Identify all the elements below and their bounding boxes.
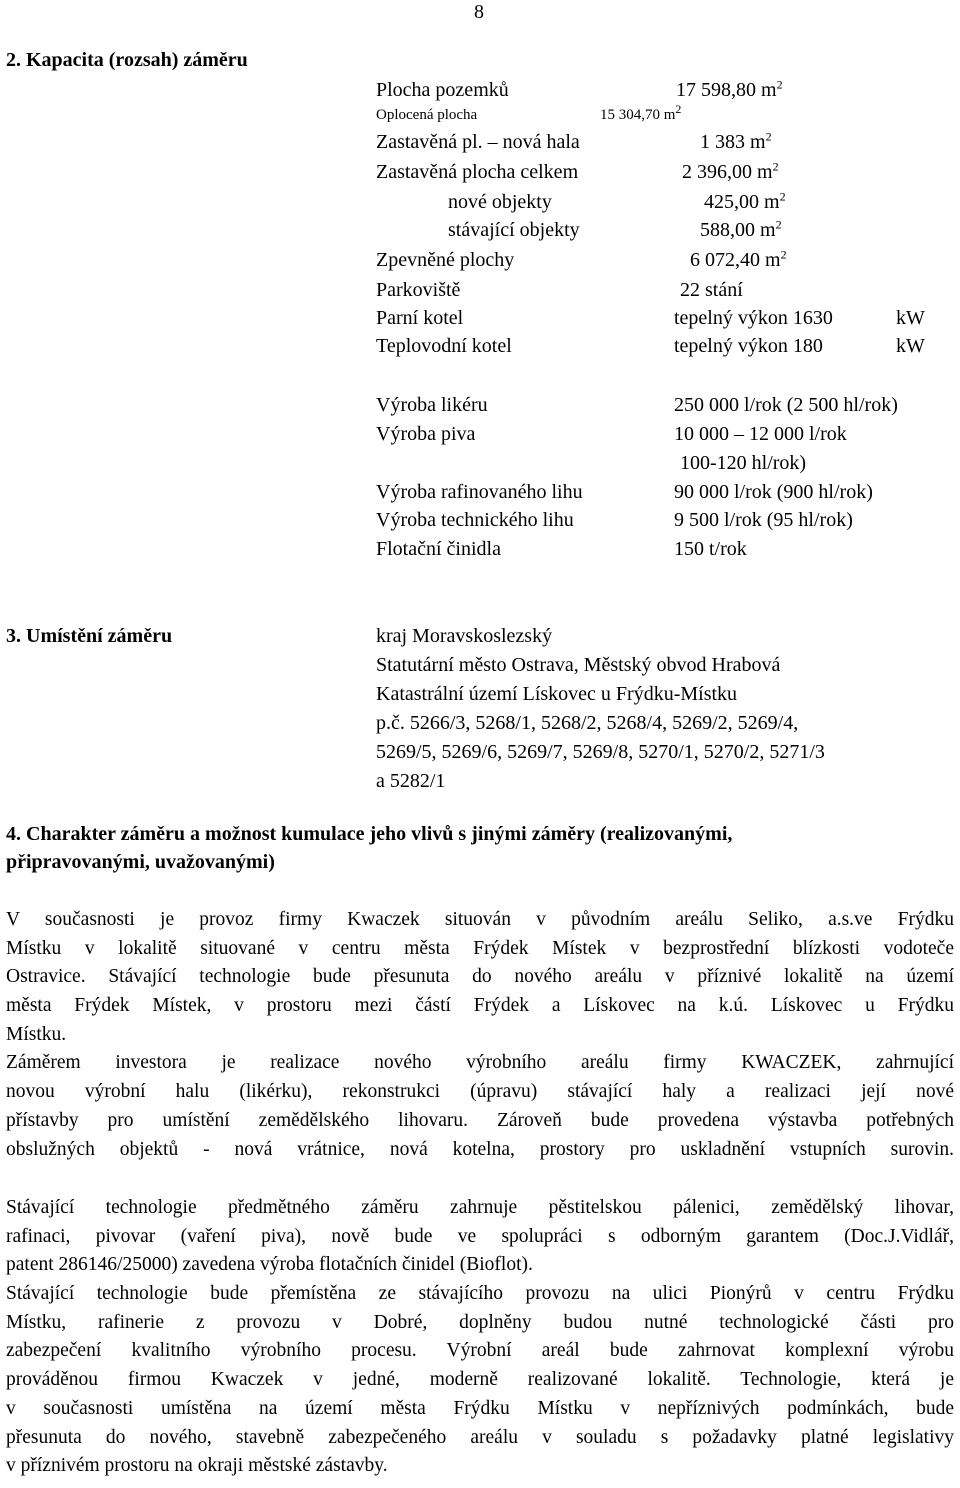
text-line: obslužných objektů - nová vrátnice, nová kotelna, prostory pro uskladnění vstupních surovin. [6, 1138, 954, 1160]
production-value: 90 000 l/rok (900 hl/rok) [674, 481, 873, 503]
section2-heading: 2. Kapacita (rozsah) záměru [6, 49, 248, 71]
location-line: kraj Moravskoslezský [376, 625, 553, 647]
text-line: v současnosti umístěna na území města Frýdku Místku v nepříznivých podmínkách, bude [6, 1397, 954, 1419]
text-line: zabezpečení kvalitního výrobního procesu. Výrobní areál bude zahrnovat komplexní výrobu [6, 1340, 954, 1362]
production-value: 250 000 l/rok (2 500 hl/rok) [674, 394, 898, 416]
capacity-label: Zpevněné plochy [376, 249, 515, 271]
production-value: 150 t/rok [674, 538, 747, 560]
capacity-unit: kW [896, 335, 925, 357]
capacity-value: tepelný výkon 1630 [674, 307, 833, 329]
capacity-label: Parní kotel [376, 307, 464, 329]
capacity-label: Plocha pozemků [376, 79, 509, 101]
location-line: p.č. 5266/3, 5268/1, 5268/2, 5268/4, 5269/2, 5269/4, [376, 712, 799, 734]
production-label: Výroba rafinovaného lihu [376, 481, 583, 503]
capacity-label: Parkoviště [376, 279, 461, 301]
text-line: V současnosti je provoz firmy Kwaczek situován v původním areálu Seliko, a.s.ve Frýdku [6, 909, 954, 930]
capacity-value: 425,00 $m^2$ [704, 189, 786, 213]
text-line: Místku, rafinerie z provozu v Dobré, doplněny budou nutné technologické části pro [6, 1311, 954, 1333]
text-line: Stávající technologie předmětného záměru zahrnuje pěstitelskou pálenici, zemědělský lihovar, [6, 1197, 954, 1218]
capacity-value: tepelný výkon 180 [674, 335, 823, 357]
production-value: 100-120 hl/rok) [680, 452, 807, 474]
text-line: rafinaci, pivovar (vaření piva), nově bude ve spolupráci s odborným garantem (Doc.J.Vidlář, [6, 1225, 954, 1247]
production-label: Výroba technického lihu [376, 509, 574, 531]
capacity-label: Zastavěná plocha celkem [376, 161, 579, 183]
location-line: a 5282/1 [376, 770, 446, 792]
capacity-label: Oplocená plocha [376, 107, 478, 123]
paragraph-technology [6, 1194, 954, 1481]
production-label: Výroba piva [376, 423, 476, 445]
text-line: novou výrobní halu (likérku), rekonstrukci (úpravu) stávající haly a realizaci její nové [6, 1081, 954, 1103]
capacity-value: 2 396,00 $m^2$ [682, 159, 779, 183]
capacity-value: 1 383 $m^2$ [700, 129, 772, 153]
text-line: města Frýdek Místek, v prostoru mezi částí Frýdek a Lískovec na k.ú. Lískovec u Frýdku [6, 995, 954, 1017]
section4-heading-cont: připravovanými, uvažovanými) [6, 851, 275, 873]
capacity-value: 588,00 $m^2$ [700, 217, 782, 241]
production-label: Výroba likéru [376, 394, 488, 416]
capacity-label: Teplovodní kotel [376, 335, 512, 357]
page-number: 8 [474, 1, 484, 23]
text-line: v příznivém prostoru na okraji městské zástavby. [6, 1455, 388, 1477]
text-line: Ostravice. Stávající technologie bude přesunuta do nového areálu v příznivé lokalitě na území [6, 966, 954, 988]
production-value: 10 000 – 12 000 l/rok [674, 423, 847, 445]
production-label: Flotační činidla [376, 538, 501, 560]
section4-heading: 4. Charakter záměru a možnost kumulace jeho vlivů s jinými záměry (realizovanými, [6, 823, 733, 845]
location-line: Statutární město Ostrava, Městský obvod Hrabová [376, 654, 781, 676]
text-line: přesunuta do nového, stavebně zabezpečeného areálu v souladu s požadavky platné legislativy [6, 1426, 954, 1448]
capacity-label: stávající objekty [448, 219, 580, 241]
capacity-value: 6 072,40 $m^2$ [690, 247, 787, 271]
text-line: Stávající technologie bude přemístěna ze stávajícího provozu na ulici Pionýrů v centru Frýdku [6, 1283, 954, 1305]
capacity-value: 17 598,80 $m^2$ [676, 77, 783, 101]
text-line: Místku. [6, 1023, 67, 1045]
text-line: Záměrem investora je realizace nového výrobního areálu firmy KWACZEK, zahrnující [6, 1052, 954, 1074]
capacity-value: 15 304,70 $m^2$ [600, 102, 682, 123]
location-line: Katastrální území Lískovec u Frýdku-Místku [376, 683, 738, 705]
text-line: prováděnou firmou Kwaczek v jedné, moderně realizované lokalitě. Technologie, která je [6, 1369, 954, 1391]
section3-heading: 3. Umístění záměru [6, 625, 173, 647]
production-value: 9 500 l/rok (95 hl/rok) [674, 509, 853, 531]
text-line: patent 286146/25000) zavedena výroba flotačních činidel (Bioflot). [6, 1254, 533, 1276]
paragraph-current-state [6, 906, 954, 1164]
capacity-label: nové objekty [448, 191, 552, 213]
location-line: 5269/5, 5269/6, 5269/7, 5269/8, 5270/1, 5270/2, 5271/3 [376, 741, 825, 763]
capacity-unit: kW [896, 307, 925, 329]
capacity-label: Zastavěná pl. – nová hala [376, 131, 580, 153]
text-line: přístavby pro umístění zemědělského lihovaru. Zároveň bude provedena výstavba potřebných [6, 1109, 954, 1131]
capacity-value: 22 stání [680, 279, 743, 301]
text-line: Místku v lokalitě situované v centru města Frýdek Místek v bezprostřední blízkosti vodoteče [6, 937, 954, 959]
